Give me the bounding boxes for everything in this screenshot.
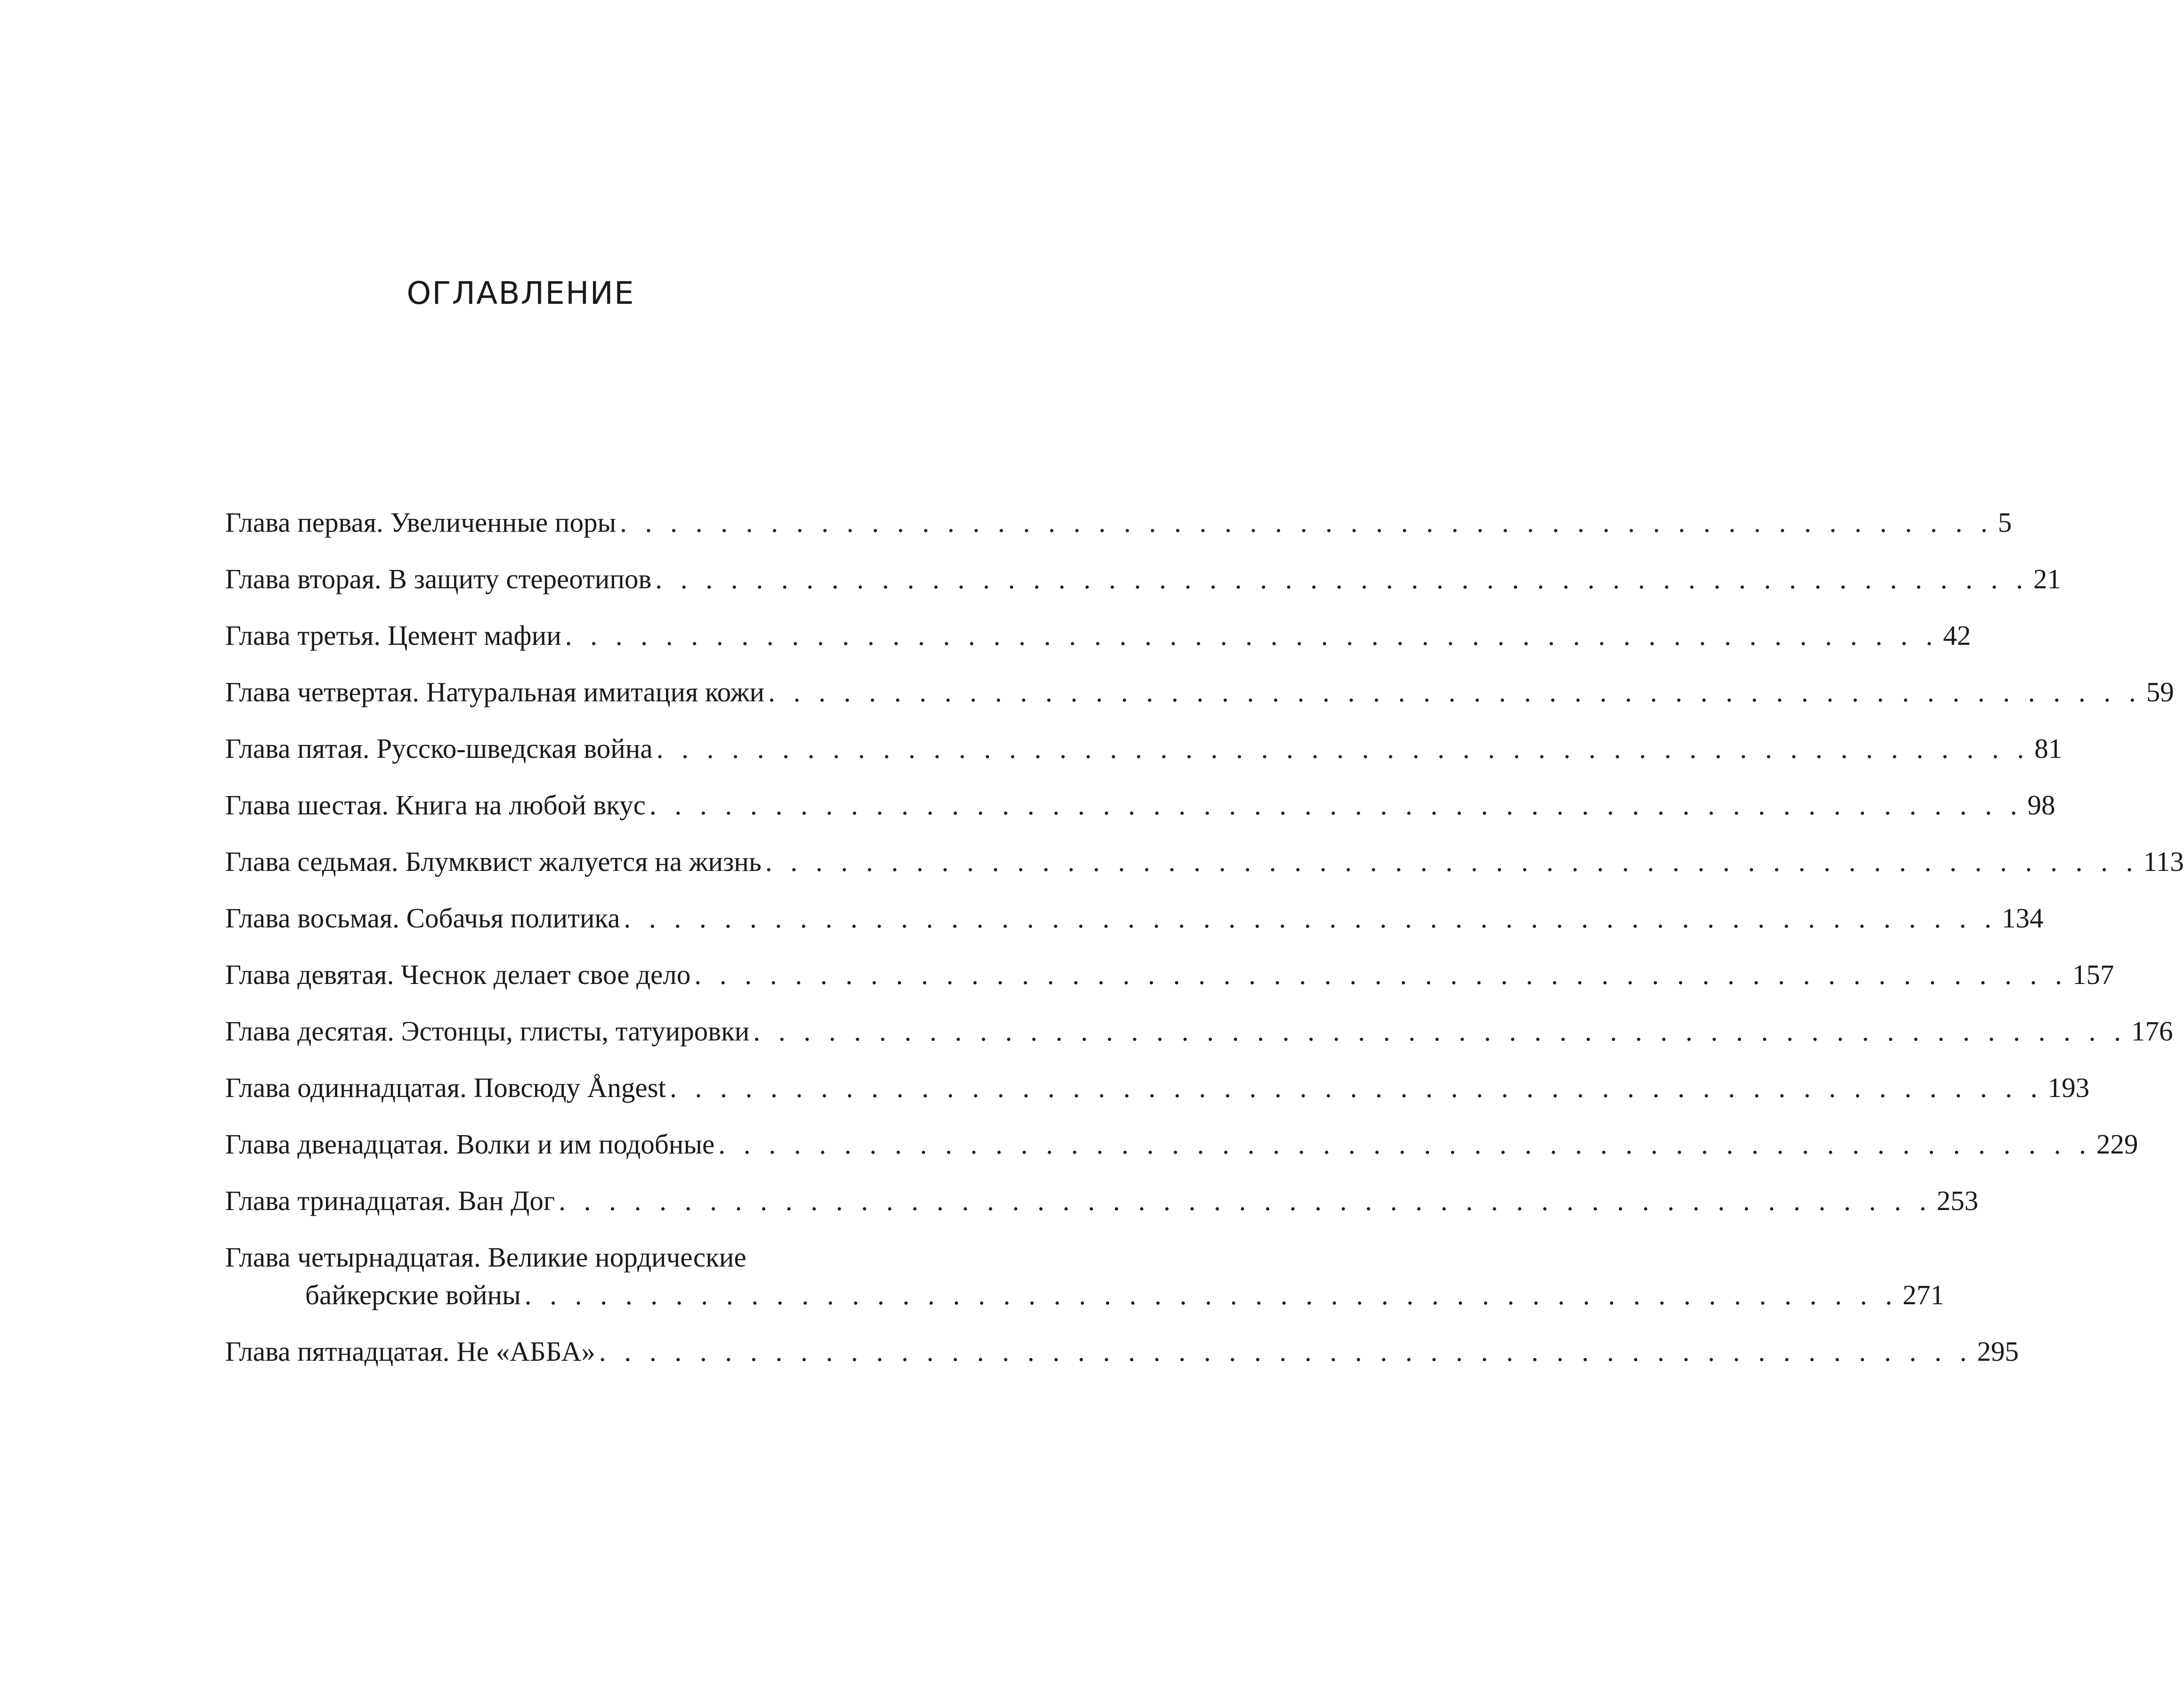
- toc-entry-page: 176: [2131, 1016, 2173, 1047]
- toc-entry-13[interactable]: [225, 1185, 1979, 1220]
- toc-entry-title: Глава третья. Цемент мафии: [225, 620, 561, 651]
- toc-entry-page: 42: [1943, 620, 1971, 651]
- toc-entry-title: Глава пятая. Русско-шведская война: [225, 733, 653, 764]
- toc-entry-5[interactable]: [225, 733, 2062, 768]
- toc-entry-page: 113: [2143, 846, 2184, 877]
- toc-entry-title: Глава четвертая. Натуральная имитация кожи: [225, 676, 764, 707]
- toc-leader-dots: . . . . . . . . . . . . . . . . . . . . . . . . . . . . . . . . . . . . . . . . . . . . . . . . . . . . . . .: [655, 563, 2029, 594]
- toc-entry-page: 5: [1997, 507, 2012, 538]
- toc-entry-page: 229: [2096, 1129, 2138, 1160]
- toc-entry-title: Глава вторая. В защиту стереотипов: [225, 563, 652, 594]
- toc-entry-title: Глава пятнадцатая. Не «АББА»: [225, 1336, 595, 1367]
- toc-entry-title-continued: байкерские войны: [305, 1279, 521, 1310]
- toc-entry-title: Глава шестая. Книга на любой вкус: [225, 789, 646, 821]
- toc-entry-page: 59: [2146, 676, 2174, 707]
- toc-entry-14[interactable]: [225, 1279, 1945, 1314]
- toc-entry-4[interactable]: [225, 676, 2174, 711]
- toc-entry-12[interactable]: [225, 1129, 2138, 1163]
- toc-entry-page: 134: [2002, 902, 2044, 934]
- toc-entry-title: Глава тринадцатая. Ван Дог: [225, 1185, 555, 1216]
- toc-entry-8[interactable]: [225, 902, 2044, 937]
- toc-entry-title: Глава четырнадцатая. Великие нордические: [225, 1242, 747, 1273]
- toc-leader-dots: . . . . . . . . . . . . . . . . . . . . . . . . . . . . . . . . . . . . . . . . . . . . . . . . . . . . . . .: [559, 1185, 1932, 1216]
- toc-leader-dots: . . . . . . . . . . . . . . . . . . . . . . . . . . . . . . . . . . . . . . . . . . . . . . . . . . . . . . .: [669, 1072, 2043, 1103]
- toc-entry-page: 253: [1936, 1185, 1979, 1216]
- toc-entry-title: Глава седьмая. Блумквист жалуется на жизнь: [225, 846, 762, 877]
- toc-entry-page: 271: [1902, 1279, 1945, 1310]
- toc-entry-page: 157: [2072, 959, 2114, 990]
- toc-leader-dots: . . . . . . . . . . . . . . . . . . . . . . . . . . . . . . . . . . . . . . . . . . . . . . . . . . . . . . .: [718, 1129, 2092, 1160]
- toc-entry-title: Глава девятая. Чеснок делает свое дело: [225, 959, 691, 990]
- toc-leader-dots: . . . . . . . . . . . . . . . . . . . . . . . . . . . . . . . . . . . . . . . . . . . . . . . . . . . . . . .: [524, 1279, 1898, 1310]
- page-title: ОГЛАВЛЕНИЕ: [406, 275, 635, 311]
- toc-leader-dots: . . . . . . . . . . . . . . . . . . . . . . . . . . . . . . . . . . . . . . . . . . . . . . . . . . . . . . .: [656, 733, 2030, 764]
- toc-leader-dots: . . . . . . . . . . . . . . . . . . . . . . . . . . . . . . . . . . . . . . . . . . . . . . . . . . . . . . .: [765, 846, 2139, 877]
- toc-leader-dots: . . . . . . . . . . . . . . . . . . . . . . . . . . . . . . . . . . . . . . . . . . . . . . . . . . . . . . .: [649, 789, 2023, 821]
- toc-entry-14-line1[interactable]: [225, 1243, 934, 1276]
- toc-leader-dots: . . . . . . . . . . . . . . . . . . . . . . . . . . . . . . . . . . . . . . . . . . . . . . . . . . . . . . .: [565, 620, 1939, 651]
- toc-entry-title: Глава двенадцатая. Волки и им подобные: [225, 1129, 715, 1160]
- toc-entry-10[interactable]: [225, 1016, 2173, 1050]
- toc-entry-3[interactable]: [225, 620, 1971, 655]
- toc-leader-dots: . . . . . . . . . . . . . . . . . . . . . . . . . . . . . . . . . . . . . . . . . . . . . . . . . . . . . . .: [624, 902, 1997, 934]
- toc-entry-title: Глава первая. Увеличенные поры: [225, 507, 617, 538]
- toc-entry-page: 21: [2033, 563, 2062, 594]
- toc-entry-title: Глава восьмая. Собачья политика: [225, 902, 620, 934]
- toc-entry-7[interactable]: [225, 846, 2184, 881]
- toc-leader-dots: . . . . . . . . . . . . . . . . . . . . . . . . . . . . . . . . . . . . . . . . . . . . . . . . . . . . . . .: [694, 959, 2068, 990]
- toc-leader-dots: . . . . . . . . . . . . . . . . . . . . . . . . . . . . . . . . . . . . . . . . . . . . . . . . . . . . . . .: [620, 507, 1993, 538]
- toc-entry-11[interactable]: [225, 1072, 2090, 1107]
- toc-entry-2[interactable]: [225, 563, 2062, 598]
- toc-entry-page: 193: [2047, 1072, 2090, 1103]
- toc-leader-dots: . . . . . . . . . . . . . . . . . . . . . . . . . . . . . . . . . . . . . . . . . . . . . . . . . . . . . . .: [753, 1016, 2127, 1047]
- toc-entry-page: 81: [2034, 733, 2062, 764]
- toc-entry-title: Глава одиннадцатая. Повсюду Ångest: [225, 1072, 666, 1103]
- toc-leader-dots: . . . . . . . . . . . . . . . . . . . . . . . . . . . . . . . . . . . . . . . . . . . . . . . . . . . . . . .: [768, 676, 2142, 707]
- toc-leader-dots: . . . . . . . . . . . . . . . . . . . . . . . . . . . . . . . . . . . . . . . . . . . . . . . . . . . . . . .: [599, 1336, 1973, 1367]
- toc-entry-9[interactable]: [225, 959, 2114, 994]
- toc-entry-1[interactable]: [225, 507, 2012, 542]
- toc-entry-6[interactable]: [225, 789, 2055, 824]
- toc-entry-title: Глава десятая. Эстонцы, глисты, татуировки: [225, 1016, 750, 1047]
- toc-entry-page: 98: [2027, 789, 2055, 821]
- toc-entry-15[interactable]: [225, 1336, 2019, 1371]
- toc-entry-page: 295: [1977, 1336, 2019, 1367]
